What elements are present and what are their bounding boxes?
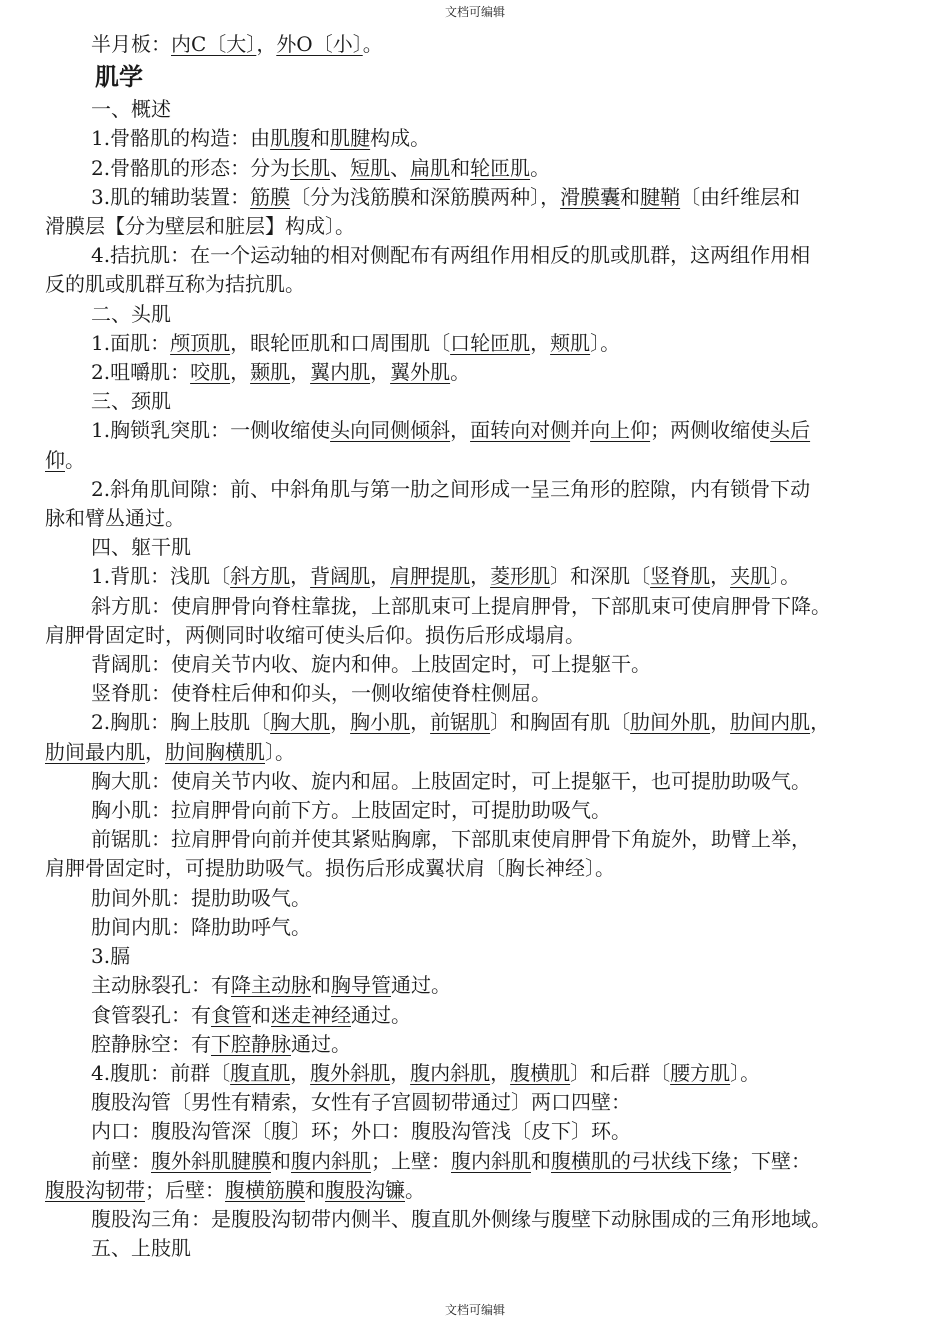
text-line <box>45 241 907 270</box>
text-line <box>45 1030 907 1059</box>
text-run: 和 <box>620 184 641 209</box>
text-line <box>45 825 907 854</box>
text-line <box>45 183 907 212</box>
underlined-term: 前锯肌 <box>430 710 491 735</box>
text-run: ， <box>290 360 311 385</box>
text-line <box>45 504 907 533</box>
text-line <box>45 708 907 737</box>
underlined-term: 扁肌 <box>410 155 451 180</box>
text-run: ， <box>490 1060 511 1085</box>
text-line <box>45 884 907 913</box>
underlined-term: 头后 <box>770 418 811 443</box>
text-line <box>45 446 907 475</box>
text-run: 和 <box>305 1177 325 1202</box>
text-run: 滑膜层【分为壁层和脏层】构成〕。 <box>45 214 355 239</box>
text-run: 肌学 <box>95 63 143 92</box>
text-line <box>45 124 907 153</box>
text-run: ；后壁： <box>145 1177 225 1202</box>
text-run: 〔由纤维层和 <box>680 184 801 209</box>
text-run: 〕。 <box>770 564 801 589</box>
underlined-term: 颅顶肌 <box>170 330 231 355</box>
underlined-term: 轮匝肌 <box>470 155 531 180</box>
underlined-term: 斜方肌 <box>230 564 291 589</box>
underlined-term: 降主动脉 <box>231 973 311 998</box>
text-run: 和 <box>251 1002 271 1027</box>
text-line <box>45 1176 907 1205</box>
underlined-term: 肋间内肌 <box>730 710 811 735</box>
text-line <box>45 300 907 329</box>
underlined-term: 肋间胸横肌 <box>165 739 265 764</box>
text-run: 〕。 <box>590 330 621 355</box>
underlined-term: 肌腱 <box>330 126 371 151</box>
underlined-term: 口轮匝肌 <box>450 330 531 355</box>
underlined-term: 腹外斜肌腱膜 <box>151 1148 271 1173</box>
text-run: ；两侧收缩使 <box>650 418 771 443</box>
text-run: 和 <box>310 126 331 151</box>
text-run: 二、头肌 <box>91 301 171 326</box>
text-run: 腔静脉空：有 <box>91 1031 211 1056</box>
text-line <box>45 358 907 387</box>
text-run: 前锯肌：拉肩胛骨向前并使其紧贴胸廓，下部肌束使肩胛骨下角旋外，助臂上举， <box>91 827 811 852</box>
text-line <box>45 796 907 825</box>
text-run: 通过。 <box>351 1002 411 1027</box>
text-run: ，眼轮匝肌和口周围肌〔 <box>230 330 451 355</box>
underlined-term: 内C〔大〕 <box>171 32 257 56</box>
underlined-term: 翼外肌 <box>390 360 451 385</box>
underlined-term: 头向同侧倾斜 <box>330 418 451 443</box>
text-run: 4.拮抗肌：在一个运动轴的相对侧配布有两组作用相反的肌或肌群，这两组作用相 <box>91 243 811 268</box>
text-run: 肋间外肌：提肋助吸气。 <box>91 885 311 910</box>
text-run: 4.腹肌：前群〔 <box>91 1060 231 1085</box>
text-run: ， <box>290 564 311 589</box>
text-line <box>45 416 907 445</box>
text-line <box>45 387 907 416</box>
text-line <box>45 212 907 241</box>
text-run: ， <box>256 32 277 56</box>
text-run: 2.咀嚼肌： <box>91 360 191 385</box>
text-run: ， <box>710 710 731 735</box>
underlined-term: 肩胛提肌 <box>390 564 471 589</box>
underlined-term: 腹外斜肌 <box>310 1060 391 1085</box>
underlined-term: 筋膜 <box>250 184 291 209</box>
text-run: ， <box>290 1060 311 1085</box>
underlined-term: 外O〔小〕 <box>276 32 363 56</box>
text-run: ， <box>810 710 831 735</box>
text-line <box>45 1001 907 1030</box>
text-line <box>45 913 907 942</box>
text-run: 内口：腹股沟管深〔腹〕环；外口：腹股沟管浅〔皮下〕环。 <box>91 1119 631 1144</box>
text-run: 肋间内肌：降肋助呼气。 <box>91 914 311 939</box>
text-run: 肩胛骨固定时，可提肋助吸气。损伤后形成翼状肩〔胸长神经〕。 <box>45 856 615 881</box>
text-run: 和 <box>271 1148 291 1173</box>
underlined-term: 腹横肌的弓状线下缘 <box>551 1148 731 1173</box>
text-run: 反的肌或肌群互称为拮抗肌。 <box>45 272 305 297</box>
text-line <box>45 1117 907 1146</box>
underlined-term: 咬肌 <box>190 360 231 385</box>
underlined-term: 腹内斜肌 <box>451 1148 531 1173</box>
text-run: 3.肌的辅助装置： <box>91 184 251 209</box>
underlined-term: 迷走神经 <box>271 1002 351 1027</box>
section-title <box>45 59 907 95</box>
underlined-term: 肋间最内肌 <box>45 739 145 764</box>
text-run: ；下壁： <box>731 1148 811 1173</box>
text-run: ， <box>330 710 351 735</box>
text-run: 1.面肌： <box>91 330 171 355</box>
text-line <box>45 533 907 562</box>
text-line <box>45 1147 907 1176</box>
text-run: 并 <box>570 418 591 443</box>
text-run: 胸大肌：使肩关节内收、旋内和屈。上肢固定时，可上提躯干，也可提肋助吸气。 <box>91 768 811 793</box>
text-run: 半月板： <box>91 32 171 56</box>
text-run: 背阔肌：使肩关节内收、旋内和伸。上肢固定时，可上提躯干。 <box>91 652 651 677</box>
underlined-term: 仰 <box>45 447 65 472</box>
underlined-term: 腰方肌 <box>670 1060 731 1085</box>
text-run: 和 <box>531 1148 551 1173</box>
text-run: ， <box>145 739 165 764</box>
text-run: 通过。 <box>391 973 451 998</box>
text-run: 、 <box>330 155 351 180</box>
text-run: 。 <box>405 1177 425 1202</box>
text-run: ；上壁： <box>371 1148 451 1173</box>
page-footer: 文档可编辑 <box>444 1303 505 1317</box>
underlined-term: 胸导管 <box>331 973 391 998</box>
text-run: 肩胛骨固定时，两侧同时收缩可使头后仰。损伤后形成塌肩。 <box>45 622 585 647</box>
underlined-term: 胸大肌 <box>270 710 331 735</box>
underlined-term: 滑膜囊 <box>560 184 621 209</box>
underlined-term: 下腔静脉 <box>211 1031 291 1056</box>
text-line <box>45 1059 907 1088</box>
text-run: 主动脉裂孔：有 <box>91 973 231 998</box>
text-run: 三、颈肌 <box>91 389 171 414</box>
underlined-term: 腹横筋膜 <box>225 1177 305 1202</box>
text-run: ， <box>370 360 391 385</box>
text-run: 2.骨骼肌的形态：分为 <box>91 155 291 180</box>
underlined-term: 面转向对侧 <box>470 418 571 443</box>
text-run: 通过。 <box>291 1031 351 1056</box>
text-line <box>45 1205 907 1234</box>
underlined-term: 胸小肌 <box>350 710 411 735</box>
text-run: 食管裂孔：有 <box>91 1002 211 1027</box>
text-run: ， <box>410 710 431 735</box>
text-run: 和 <box>450 155 471 180</box>
underlined-term: 肋间外肌 <box>630 710 711 735</box>
text-run: 一、概述 <box>91 97 171 122</box>
text-line <box>45 592 907 621</box>
text-run: 3.膈 <box>91 944 131 969</box>
page-header: 文档可编辑 <box>444 5 505 19</box>
text-line <box>45 270 907 299</box>
underlined-term: 背阔肌 <box>310 564 371 589</box>
text-run: 四、躯干肌 <box>91 535 191 560</box>
text-run: ， <box>450 418 471 443</box>
text-line <box>45 562 907 591</box>
text-line <box>45 621 907 650</box>
text-run: 。 <box>362 32 383 56</box>
text-line <box>45 650 907 679</box>
text-run: ， <box>390 1060 411 1085</box>
text-run: ， <box>530 330 551 355</box>
text-run: 和 <box>311 973 331 998</box>
text-run: ， <box>470 564 491 589</box>
underlined-term: 腹直肌 <box>230 1060 291 1085</box>
text-line <box>45 679 907 708</box>
text-run: 〕和后群〔 <box>570 1060 671 1085</box>
underlined-term: 腹横肌 <box>510 1060 571 1085</box>
text-run: 1.胸锁乳突肌：一侧收缩使 <box>91 418 331 443</box>
text-line <box>45 95 907 124</box>
text-run: 构成。 <box>370 126 431 151</box>
text-line <box>45 942 907 971</box>
text-line <box>45 854 907 883</box>
text-run: 。 <box>450 360 471 385</box>
text-run: 〕和胸固有肌〔 <box>490 710 631 735</box>
underlined-term: 竖脊肌 <box>650 564 711 589</box>
text-line <box>45 154 907 183</box>
underlined-term: 向上仰 <box>590 418 651 443</box>
text-line <box>45 971 907 1000</box>
underlined-term: 长肌 <box>290 155 331 180</box>
text-run: 五、上肢肌 <box>91 1236 191 1261</box>
text-run: 斜方肌：使肩胛骨向脊柱靠拢，上部肌束可上提肩胛骨，下部肌束可使肩胛骨下降。 <box>91 593 831 618</box>
text-run: 〔分为浅筋膜和深筋膜两种〕， <box>290 184 561 209</box>
text-line <box>45 475 907 504</box>
underlined-term: 腹股沟韧带 <box>45 1177 145 1202</box>
text-run: 胸小肌：拉肩胛骨向前下方。上肢固定时，可提肋助吸气。 <box>91 798 611 823</box>
text-run: 〕和深肌〔 <box>550 564 651 589</box>
text-run: 竖脊肌：使脊柱后伸和仰头，一侧收缩使脊柱侧屈。 <box>91 681 551 706</box>
underlined-term: 翼内肌 <box>310 360 371 385</box>
text-run: ， <box>710 564 731 589</box>
text-run: 、 <box>390 155 411 180</box>
text-line <box>45 329 907 358</box>
text-run: 。 <box>530 155 551 180</box>
text-line <box>45 30 907 59</box>
text-run: 2.胸肌：胸上肢肌〔 <box>91 710 271 735</box>
text-run: 腹股沟管〔男性有精索，女性有子宫圆韧带通过〕两口四壁： <box>91 1090 631 1115</box>
underlined-term: 腹内斜肌 <box>410 1060 491 1085</box>
underlined-term: 腹内斜肌 <box>291 1148 371 1173</box>
text-run: 2.斜角肌间隙：前、中斜角肌与第一肋之间形成一呈三角形的腔隙，内有锁骨下动 <box>91 476 811 501</box>
underlined-term: 肌腹 <box>270 126 311 151</box>
text-run: 〕。 <box>730 1060 761 1085</box>
underlined-term: 颊肌 <box>550 330 591 355</box>
text-run: 〕。 <box>265 739 295 764</box>
text-line <box>45 1234 907 1263</box>
text-run: 1.背肌：浅肌〔 <box>91 564 231 589</box>
text-run: ， <box>370 564 391 589</box>
text-run: 。 <box>65 447 85 472</box>
underlined-term: 颞肌 <box>250 360 291 385</box>
document-body <box>45 30 907 1263</box>
text-run: 脉和臂丛通过。 <box>45 506 185 531</box>
underlined-term: 短肌 <box>350 155 391 180</box>
underlined-term: 腹股沟镰 <box>325 1177 405 1202</box>
text-run: ， <box>230 360 251 385</box>
text-run: 前壁： <box>91 1148 151 1173</box>
text-line <box>45 738 907 767</box>
underlined-term: 腱鞘 <box>640 184 681 209</box>
text-line <box>45 767 907 796</box>
underlined-term: 食管 <box>211 1002 251 1027</box>
underlined-term: 夹肌 <box>730 564 771 589</box>
text-run: 腹股沟三角：是腹股沟韧带内侧半、腹直肌外侧缘与腹壁下动脉围成的三角形地域。 <box>91 1206 831 1231</box>
text-run: 1.骨骼肌的构造：由 <box>91 126 271 151</box>
text-line <box>45 1088 907 1117</box>
underlined-term: 菱形肌 <box>490 564 551 589</box>
